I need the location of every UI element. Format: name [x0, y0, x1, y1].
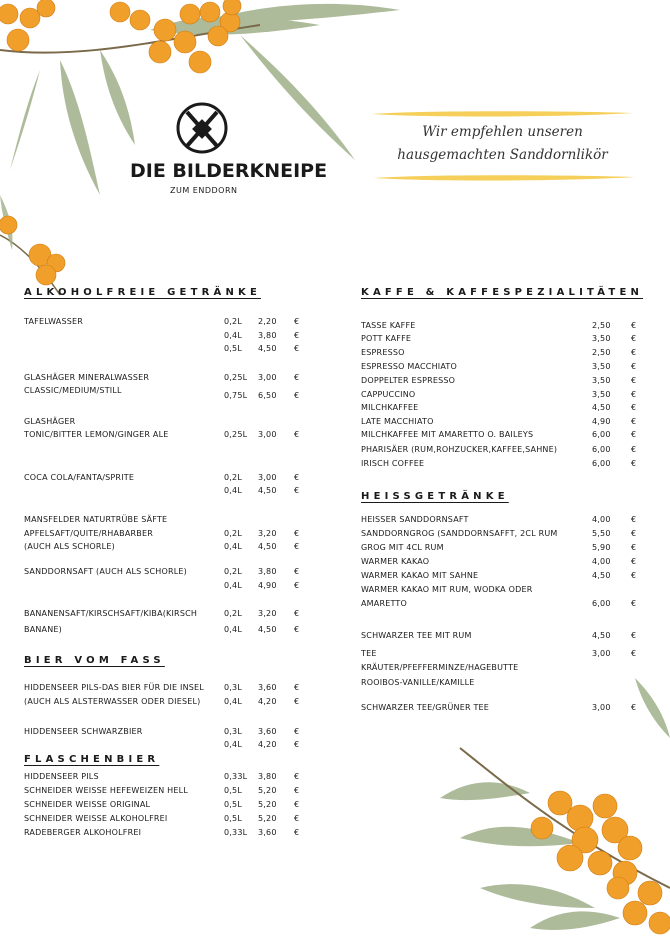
item-volume: 0,2L — [224, 529, 242, 538]
item-name: DOPPELTER ESPRESSO — [361, 376, 456, 385]
brand-title: DIE BILDERKNEIPE — [130, 160, 328, 182]
recommendation-line-2: hausgemachten Sanddornlikör — [397, 147, 608, 163]
item-price: 3,60 — [258, 683, 277, 692]
item-price: 6,00 — [592, 599, 611, 608]
item-price: 3,50 — [592, 362, 611, 371]
section-heading-kaffee: KAFFE & KAFFESPEZIALITÄTEN — [361, 287, 644, 298]
item-price: 3,00 — [592, 649, 611, 658]
currency-symbol: € — [294, 373, 300, 382]
item-volume: 0,5L — [224, 814, 242, 823]
currency-symbol: € — [294, 567, 300, 576]
item-price: 4,50 — [258, 542, 277, 551]
item-price: 5,50 — [592, 529, 611, 538]
currency-symbol: € — [631, 557, 637, 566]
item-name: HIDDENSEER SCHWARZBIER — [24, 727, 143, 736]
item-price: 4,50 — [592, 631, 611, 640]
currency-symbol: € — [631, 571, 637, 580]
item-volume: 0,25L — [224, 373, 248, 382]
currency-symbol: € — [294, 609, 300, 618]
item-name: WARMER KAKAO MIT SAHNE — [361, 571, 479, 580]
item-volume: 0,2L — [224, 567, 242, 576]
item-price: 4,20 — [258, 697, 277, 706]
currency-symbol: € — [631, 599, 637, 608]
currency-symbol: € — [631, 403, 637, 412]
banner-stroke-top — [370, 108, 635, 120]
item-price: 6,00 — [592, 459, 611, 468]
item-price: 3,00 — [258, 473, 277, 482]
sea-buckthorn-branch-bottom-right — [420, 658, 670, 948]
item-volume: 0,4L — [224, 697, 242, 706]
item-name: HIDDENSEER PILS — [24, 772, 99, 781]
item-price: 3,00 — [258, 373, 277, 382]
brand-subtitle: ZUM ENDDORN — [170, 186, 238, 195]
item-volume: 0,4L — [224, 331, 242, 340]
currency-symbol: € — [631, 649, 637, 658]
item-price: 4,00 — [592, 557, 611, 566]
currency-symbol: € — [631, 515, 637, 524]
item-name: IRISCH COFFEE — [361, 459, 425, 468]
item-volume: 0,2L — [224, 317, 242, 326]
item-price: 2,50 — [592, 321, 611, 330]
item-price: 6,50 — [258, 391, 277, 400]
currency-symbol: € — [631, 459, 637, 468]
currency-symbol: € — [294, 486, 300, 495]
currency-symbol: € — [631, 631, 637, 640]
item-name: SCHNEIDER WEISSE ALKOHOLFREI — [24, 814, 168, 823]
currency-symbol: € — [294, 786, 300, 795]
item-name: TAFELWASSER — [24, 317, 84, 326]
item-volume: 0,2L — [224, 473, 242, 482]
section-heading-flaschen: FLASCHENBIER — [24, 754, 160, 765]
item-volume: 0,5L — [224, 786, 242, 795]
item-volume: 0,5L — [224, 800, 242, 809]
currency-symbol: € — [631, 376, 637, 385]
item-volume: 0,25L — [224, 430, 248, 439]
item-name: SANDDORNGROG (SANDDORNSAFFT, 2CL RUM — [361, 529, 558, 538]
currency-symbol: € — [294, 814, 300, 823]
item-price: 3,00 — [592, 703, 611, 712]
item-name: SCHWARZER TEE MIT RUM — [361, 631, 472, 640]
currency-symbol: € — [294, 391, 300, 400]
currency-symbol: € — [631, 529, 637, 538]
currency-symbol: € — [294, 473, 300, 482]
item-price: 3,60 — [258, 727, 277, 736]
item-price: 3,20 — [258, 609, 277, 618]
item-name: APFELSAFT/QUITE/RHABARBER — [24, 529, 153, 538]
item-price: 4,50 — [592, 571, 611, 580]
currency-symbol: € — [631, 321, 637, 330]
currency-symbol: € — [294, 727, 300, 736]
item-price: 4,00 — [592, 515, 611, 524]
currency-symbol: € — [294, 344, 300, 353]
item-volume: 0,4L — [224, 625, 242, 634]
item-name: MILCHKAFFEE MIT AMARETTO O. BAILEYS — [361, 430, 534, 439]
item-name: WARMER KAKAO MIT RUM, WODKA ODER — [361, 585, 533, 594]
currency-symbol: € — [631, 390, 637, 399]
item-price: 3,20 — [258, 529, 277, 538]
item-price: 3,50 — [592, 376, 611, 385]
item-volume: 0,33L — [224, 772, 248, 781]
currency-symbol: € — [294, 430, 300, 439]
item-name: RADEBERGER ALKOHOLFREI — [24, 828, 142, 837]
item-price: 5,20 — [258, 800, 277, 809]
currency-symbol: € — [631, 445, 637, 454]
currency-symbol: € — [294, 625, 300, 634]
item-price: 5,20 — [258, 814, 277, 823]
item-name: PHARISÄER (RUM,ROHZUCKER,KAFFEE,SAHNE) — [361, 445, 558, 454]
item-name: MILCHKAFFEE — [361, 403, 419, 412]
currency-symbol: € — [631, 417, 637, 426]
section-heading-alkoholfrei: ALKOHOLFREIE GETRÄNKE — [24, 287, 261, 298]
item-volume: 0,33L — [224, 828, 248, 837]
item-name: TEE — [361, 649, 377, 658]
item-name: HEISSER SANDDORNSAFT — [361, 515, 469, 524]
currency-symbol: € — [294, 772, 300, 781]
item-name: SCHWARZER TEE/GRÜNER TEE — [361, 703, 490, 712]
currency-symbol: € — [631, 362, 637, 371]
currency-symbol: € — [294, 529, 300, 538]
currency-symbol: € — [631, 430, 637, 439]
currency-symbol: € — [294, 317, 300, 326]
banner-stroke-bottom — [372, 172, 637, 184]
item-name: ROOIBOS-VANILLE/KAMILLE — [361, 678, 475, 687]
item-volume: 0,4L — [224, 581, 242, 590]
item-price: 4,50 — [592, 403, 611, 412]
item-volume: 0,75L — [224, 391, 248, 400]
currency-symbol: € — [631, 348, 637, 357]
item-price: 6,00 — [592, 445, 611, 454]
item-volume: 0,4L — [224, 740, 242, 749]
currency-symbol: € — [294, 331, 300, 340]
item-name: (AUCH ALS ALSTERWASSER ODER DIESEL) — [24, 697, 201, 706]
item-name: WARMER KAKAO — [361, 557, 430, 566]
section-heading-bier: BIER VOM FASS — [24, 655, 165, 666]
item-name: COCA COLA/FANTA/SPRITE — [24, 473, 135, 482]
item-price: 5,20 — [258, 786, 277, 795]
fork-knife-logo-icon — [175, 98, 229, 158]
item-name: TONIC/BITTER LEMON/GINGER ALE — [24, 430, 169, 439]
currency-symbol: € — [294, 697, 300, 706]
item-price: 3,50 — [592, 334, 611, 343]
item-name: BANANE) — [24, 625, 62, 634]
item-price: 5,90 — [592, 543, 611, 552]
item-name: GLASHÄGER — [24, 417, 76, 426]
item-volume: 0,3L — [224, 727, 242, 736]
item-price: 3,80 — [258, 567, 277, 576]
currency-symbol: € — [294, 542, 300, 551]
currency-symbol: € — [294, 740, 300, 749]
item-volume: 0,4L — [224, 542, 242, 551]
item-price: 3,60 — [258, 828, 277, 837]
item-name: SCHNEIDER WEISSE ORIGINAL — [24, 800, 151, 809]
item-price: 2,50 — [592, 348, 611, 357]
item-price: 3,00 — [258, 430, 277, 439]
item-volume: 0,2L — [224, 609, 242, 618]
item-name: ESPRESSO MACCHIATO — [361, 362, 457, 371]
item-volume: 0,5L — [224, 344, 242, 353]
item-name: POTT KAFFE — [361, 334, 412, 343]
item-price: 3,80 — [258, 772, 277, 781]
item-price: 4,20 — [258, 740, 277, 749]
item-price: 6,00 — [592, 430, 611, 439]
recommendation-line-1: Wir empfehlen unseren — [422, 124, 583, 140]
item-price: 4,50 — [258, 486, 277, 495]
section-heading-heiss: HEISSGETRÄNKE — [361, 491, 509, 502]
currency-symbol: € — [294, 581, 300, 590]
item-name: HIDDENSEER PILS-DAS BIER FÜR DIE INSEL — [24, 683, 204, 692]
item-price: 3,50 — [592, 390, 611, 399]
currency-symbol: € — [631, 334, 637, 343]
item-name: AMARETTO — [361, 599, 407, 608]
item-name: BANANENSAFT/KIRSCHSAFT/KIBA(KIRSCH — [24, 609, 198, 618]
item-name: GLASHÄGER MINERALWASSER — [24, 373, 150, 382]
item-name: (AUCH ALS SCHORLE) — [24, 542, 115, 551]
item-name: LATE MACCHIATO — [361, 417, 434, 426]
currency-symbol: € — [631, 703, 637, 712]
item-name: CLASSIC/MEDIUM/STILL — [24, 386, 122, 395]
item-price: 4,50 — [258, 625, 277, 634]
item-price: 4,90 — [258, 581, 277, 590]
currency-symbol: € — [294, 828, 300, 837]
item-name: CAPPUCCINO — [361, 390, 416, 399]
item-price: 4,50 — [258, 344, 277, 353]
item-name: GROG MIT 4CL RUM — [361, 543, 444, 552]
currency-symbol: € — [294, 683, 300, 692]
item-price: 3,80 — [258, 331, 277, 340]
item-name: SANDDORNSAFT (AUCH ALS SCHORLE) — [24, 567, 187, 576]
currency-symbol: € — [631, 543, 637, 552]
item-name: KRÄUTER/PFEFFERMINZE/HAGEBUTTE — [361, 663, 519, 672]
currency-symbol: € — [294, 800, 300, 809]
item-name: MANSFELDER NATURTRÜBE SÄFTE — [24, 515, 168, 524]
item-price: 4,90 — [592, 417, 611, 426]
item-price: 2,20 — [258, 317, 277, 326]
item-volume: 0,3L — [224, 683, 242, 692]
item-name: ESPRESSO — [361, 348, 405, 357]
item-name: TASSE KAFFE — [361, 321, 416, 330]
item-volume: 0,4L — [224, 486, 242, 495]
item-name: SCHNEIDER WEISSE HEFEWEIZEN HELL — [24, 786, 188, 795]
